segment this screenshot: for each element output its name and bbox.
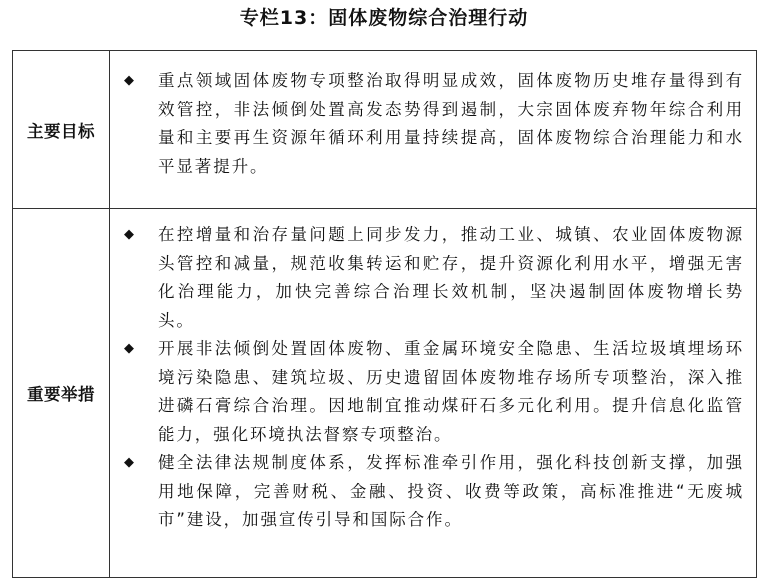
table-row-key-measures xyxy=(13,209,757,578)
bullet-text: 重点领域固体废物专项整治取得明显成效，固体废物历史堆存量得到有效管控，非法倾倒处置高发态势得到遏制，大宗固体废弃物年综合利用量和主要再生资源年循环利用量持续提高，固体废物综合治理能力和水平显著提升。 xyxy=(158,71,744,176)
bullet-text: 健全法律法规制度体系，发挥标准牵引作用，强化科技创新支撑，加强用地保障，完善财税、金融、投资、收费等政策，高标准推进“无废城市”建设，加强宣传引导和国际合作。 xyxy=(158,453,744,529)
diamond-bullet-icon: ◆ xyxy=(124,341,134,356)
diamond-bullet-icon: ◆ xyxy=(124,455,134,470)
list-item xyxy=(110,449,756,535)
diamond-bullet-icon: ◆ xyxy=(124,73,134,88)
diamond-bullet-icon: ◆ xyxy=(124,227,134,242)
list-item xyxy=(110,67,756,181)
list-item xyxy=(110,221,756,335)
bullet-text: 开展非法倾倒处置固体废物、重金属环境安全隐患、生活垃圾填埋场环境污染隐患、建筑垃圾、历史遗留固体废物堆存场所专项整治，深入推进磷石膏综合治理。因地制宜推动煤矸石多元化利用。提升信息化监管能力，强化环境执法督察专项整治。 xyxy=(158,339,744,444)
row-content-main-goals xyxy=(110,51,757,209)
action-table xyxy=(12,50,757,578)
row-label-key-measures: 重要举措 xyxy=(13,209,110,578)
bullet-text: 在控增量和治存量问题上同步发力，推动工业、城镇、农业固体废物源头管控和减量，规范收集转运和贮存，提升资源化利用水平，增强无害化治理能力，加快完善综合治理长效机制，坚决遏制固体废物增长势头。 xyxy=(158,225,744,330)
table-row-main-goals xyxy=(13,51,757,209)
row-content-key-measures xyxy=(110,209,757,578)
row-label-main-goals: 主要目标 xyxy=(13,51,110,209)
list-item xyxy=(110,335,756,449)
column-title: 专栏13：固体废物综合治理行动 xyxy=(239,7,529,29)
